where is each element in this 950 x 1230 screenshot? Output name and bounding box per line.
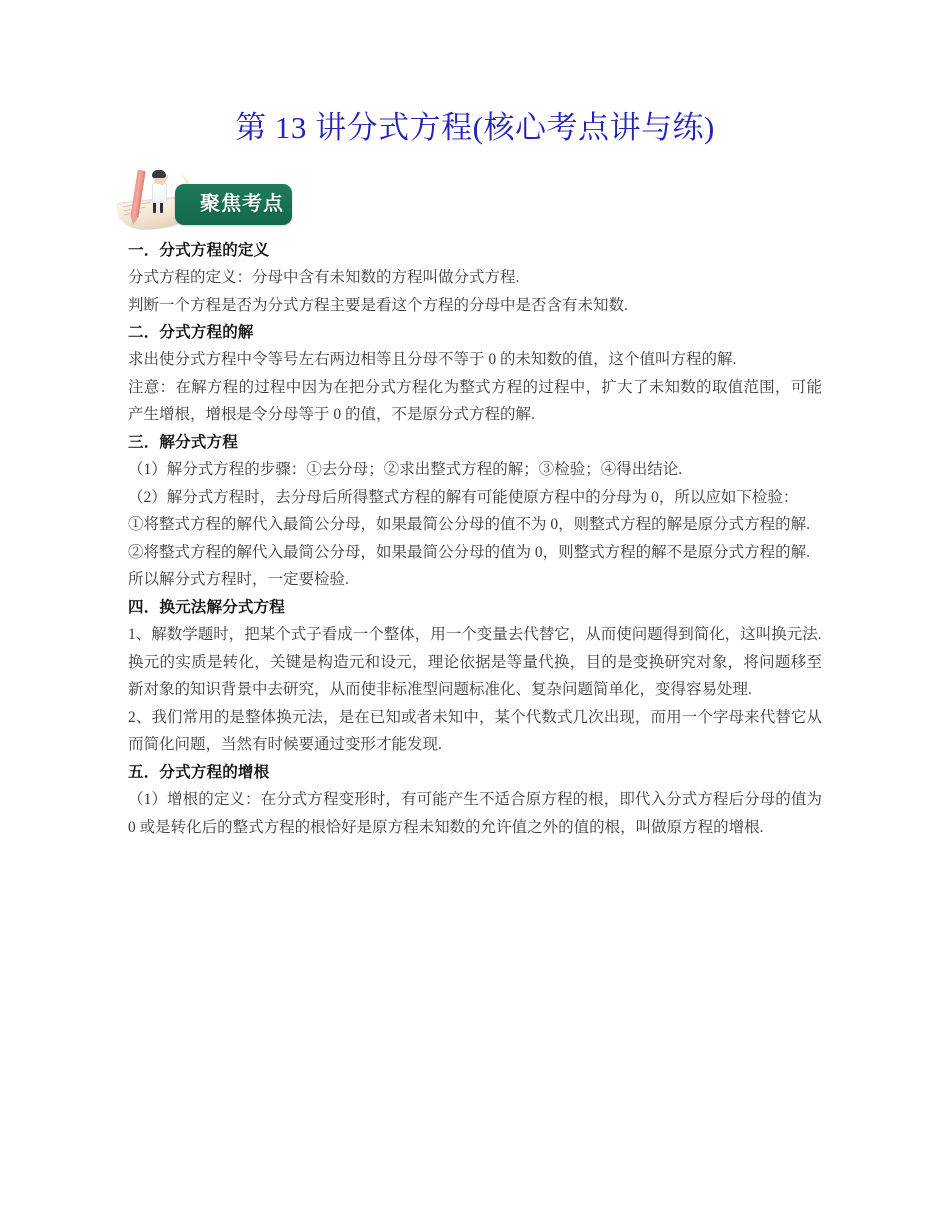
section-paragraph: 分式方程的定义：分母中含有未知数的方程叫做分式方程. bbox=[128, 269, 520, 286]
section-paragraph: （2）解分式方程时，去分母后所得整式方程的解有可能使原方程中的分母为 0，所以应如下检验： bbox=[128, 488, 799, 506]
section-paragraph: ①将整式方程的解代入最简公分母，如果最简公分母的值不为 0，则整式方程的解是原分式方程的解. bbox=[128, 516, 811, 534]
document-body bbox=[128, 237, 822, 841]
section-heading: 五．分式方程的增根 bbox=[128, 763, 270, 781]
student-hair-icon bbox=[152, 170, 166, 178]
section-heading: 一．分式方程的定义 bbox=[128, 242, 270, 259]
section-paragraph: 求出使分式方程中令等号左右两边相等且分母不等于 0 的未知数的值，这个值叫方程的解. bbox=[128, 351, 737, 369]
section-5 bbox=[128, 759, 822, 841]
section-paragraph: 判断一个方程是否为分式方程主要是看这个方程的分母中是否含有未知数. bbox=[128, 296, 628, 314]
section-paragraph: 1、解数学题时，把某个式子看成一个整体，用一个变量去代替它，从而使问题得到简化，这叫换元法. bbox=[128, 625, 822, 643]
section-paragraph: （1）增根的定义：在分式方程变形时，有可能产生不适合原方程的根，即代入分式方程后分母的值为 0 或是转化后的整式方程的根恰好是原方程未知数的允许值之外的值的根，叫做原方程的增根. bbox=[128, 790, 822, 836]
focus-points-banner bbox=[118, 166, 318, 238]
section-1 bbox=[128, 237, 822, 319]
student-figure-icon bbox=[152, 182, 167, 203]
section-paragraph: 注意：在解方程的过程中因为在把分式方程化为整式方程的过程中，扩大了未知数的取值范围，可能产生增根，增根是令分母等于 0 的值，不是原分式方程的解. bbox=[128, 378, 822, 424]
section-heading: 四．换元法解分式方程 bbox=[128, 598, 286, 616]
section-2 bbox=[128, 319, 822, 429]
section-3 bbox=[128, 429, 822, 594]
section-paragraph: 换元的实质是转化，关键是构造元和设元，理论依据是等量代换，目的是变换研究对象，将问题移至新对象的知识背景中去研究，从而使非标准型问题标准化、复杂问题简单化，变得容易处理. bbox=[128, 653, 822, 699]
section-paragraph: ②将整式方程的解代入最简公分母，如果最简公分母的值为 0，则整式方程的解不是原分式方程的解. bbox=[128, 543, 811, 561]
section-4 bbox=[128, 594, 822, 759]
section-paragraph: 所以解分式方程时，一定要检验. bbox=[128, 571, 349, 589]
banner-label: 聚焦考点 bbox=[200, 193, 284, 215]
section-paragraph: 2、我们常用的是整体换元法，是在已知或者未知中，某个代数式几次出现，而用一个字母来代替它从而简化问题，当然有时候要通过变形才能发现. bbox=[128, 708, 822, 754]
page-title: 第 13 讲分式方程(核心考点讲与练) bbox=[235, 110, 715, 145]
section-paragraph: （1）解分式方程的步骤：①去分母；②求出整式方程的解；③检验；④得出结论. bbox=[128, 460, 683, 478]
section-heading: 二．分式方程的解 bbox=[128, 324, 254, 342]
section-heading: 三．解分式方程 bbox=[128, 433, 238, 451]
